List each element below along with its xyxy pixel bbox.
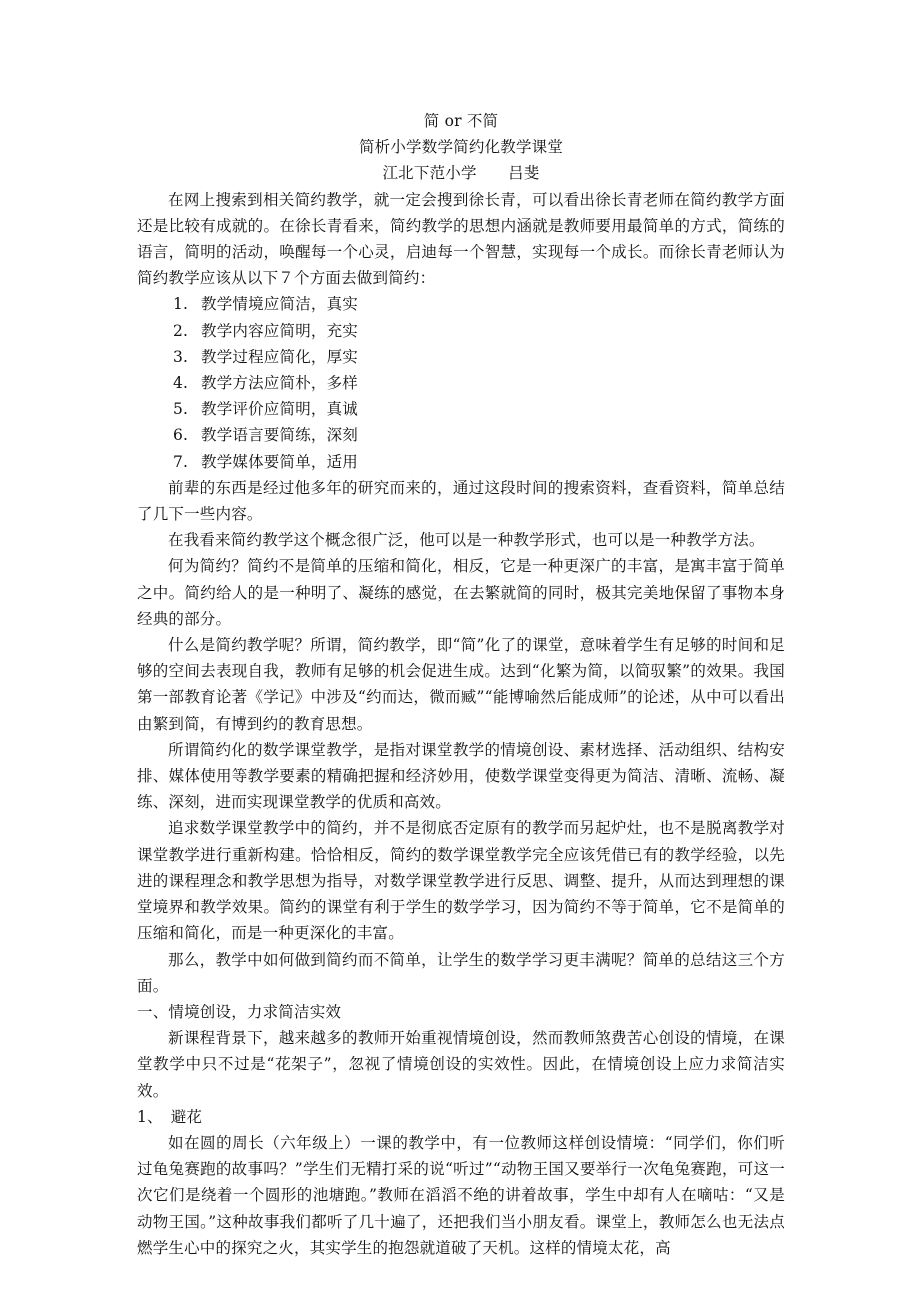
section-heading: 一、情境创设，力求简洁实效 — [137, 1002, 342, 1021]
paragraph: 如在圆的周长（六年级上）一课的教学中，有一位教师这样创设情境：“同学们，你们听过龟兔赛跑的故事吗？”学生们无精打采的说“听过”“动物王国又要举行一次龟兔赛跑，可这一次它们是绕着一个圆形的池塘跑。”教师在滔滔不绝的讲着故事，学生中却有人在嘀咕：“又是动物王国。”这种故事我们都听了几十遍了，还把我们当小朋友看。课堂上，教师怎么也无法点燃学生心中的探究之火，其实学生的抱怨就道破了天机。这样的情境太花，高 — [137, 1133, 785, 1257]
list-item-text: 教学过程应简化，厚实 — [201, 347, 359, 366]
list-item-number: 6. — [173, 426, 189, 445]
paragraph: 那么，教学中如何做到简约而不简单，让学生的数学学习更丰满呢？简单的总结这三个方面。 — [137, 950, 785, 995]
list-item-text: 教学评价应简明，真诚 — [201, 400, 359, 419]
principles-list — [137, 291, 785, 474]
paragraph: 新课程背景下，越来越多的教师开始重视情境创设，然而教师煞费苦心创设的情境，在课堂教学中只不过是“花架子”，忽视了情境创设的实效性。因此，在情境创设上应力求简洁实效。 — [137, 1029, 785, 1100]
list-item-number: 5. — [173, 400, 189, 419]
list-item-number: 7. — [173, 452, 189, 471]
list-item — [137, 318, 785, 344]
list-item — [137, 449, 785, 475]
list-item-number: 4. — [173, 374, 189, 393]
list-item-text: 教学媒体要简单，适用 — [201, 452, 359, 471]
list-item-text: 教学情境应简洁，真实 — [201, 295, 359, 314]
doc-author: 江北下范小学 吕斐 — [382, 164, 540, 183]
paragraph: 前辈的东西是经过他多年的研究而来的，通过这段时间的搜索资料，查看资料，简单总结了几下一些内容。 — [137, 478, 785, 524]
subsection-heading: 1、 避花 — [137, 1107, 203, 1126]
doc-subtitle: 简析小学数学简约化教学课堂 — [358, 138, 564, 157]
list-item — [137, 291, 785, 317]
paragraph-intro: 在网上搜索到相关简约教学，就一定会搜到徐长青，可以看出徐长青老师在简约教学方面还是比较有成就的。在徐长青看来，简约教学的思想内涵就是教师要用最简单的方式，简练的语言，简明的活动，唤醒每一个心灵，启迪每一个智慧，实现每一个成长。而徐长青老师认为简约教学应该从以下７个方面去做到简约： — [137, 190, 785, 288]
list-item — [137, 344, 785, 370]
paragraph: 所谓简约化的数学课堂教学，是指对课堂教学的情境创设、素材选择、活动组织、结构安排、媒体使用等教学要素的精确把握和经济妙用，使数学课堂变得更为简洁、清晰、流畅、凝练、深刻，进而实现课堂教学的优质和高效。 — [137, 740, 785, 812]
paragraph: 在我看来简约教学这个概念很广泛，他可以是一种教学形式，也可以是一种教学方法。 — [168, 531, 765, 550]
paragraph: 何为简约？简约不是简单的压缩和简化，相反，它是一种更深广的丰富，是寓丰富于简单之中。简约给人的是一种明了、凝练的感觉，在去繁就简的同时，极其完美地保留了事物本身经典的部分。 — [137, 557, 785, 628]
list-item-number: 3. — [173, 347, 189, 366]
list-item — [137, 396, 785, 422]
list-item-number: 1. — [173, 295, 189, 314]
list-item — [137, 422, 785, 448]
paragraph: 追求数学课堂教学中的简约，并不是彻底否定原有的教学而另起炉灶，也不是脱离教学对课堂教学进行重新构建。恰恰相反，简约的数学课堂教学完全应该凭借已有的教学经验，以先进的课程理念和教学思想为指导，对数学课堂教学进行反思、调整、提升，从而达到理想的课堂境界和教学效果。简约的课堂有利于学生的数学学习，因为简约不等于简单，它不是简单的压缩和简化，而是一种更深化的丰富。 — [137, 819, 785, 943]
list-item-text: 教学内容应简明，充实 — [201, 321, 359, 340]
paragraph: 什么是简约教学呢？所谓，简约教学，即“简”化了的课堂，意味着学生有足够的时间和足够的空间去表现自我，教师有足够的机会促进生成。达到“化繁为简，以简驭繁”的效果。我国第一部教育论著《学记》中涉及“约而达，微而臧”“能博喻然后能成师”的论述，从中可以看出由繁到简，有博到约的教育思想。 — [137, 636, 785, 733]
document-body — [137, 108, 785, 1261]
doc-title: 简 or 不简 — [423, 112, 499, 130]
list-item-text: 教学语言要简练，深刻 — [201, 426, 359, 445]
list-item-text: 教学方法应简朴，多样 — [201, 374, 359, 393]
list-item-number: 2. — [173, 321, 189, 340]
list-item — [137, 370, 785, 396]
